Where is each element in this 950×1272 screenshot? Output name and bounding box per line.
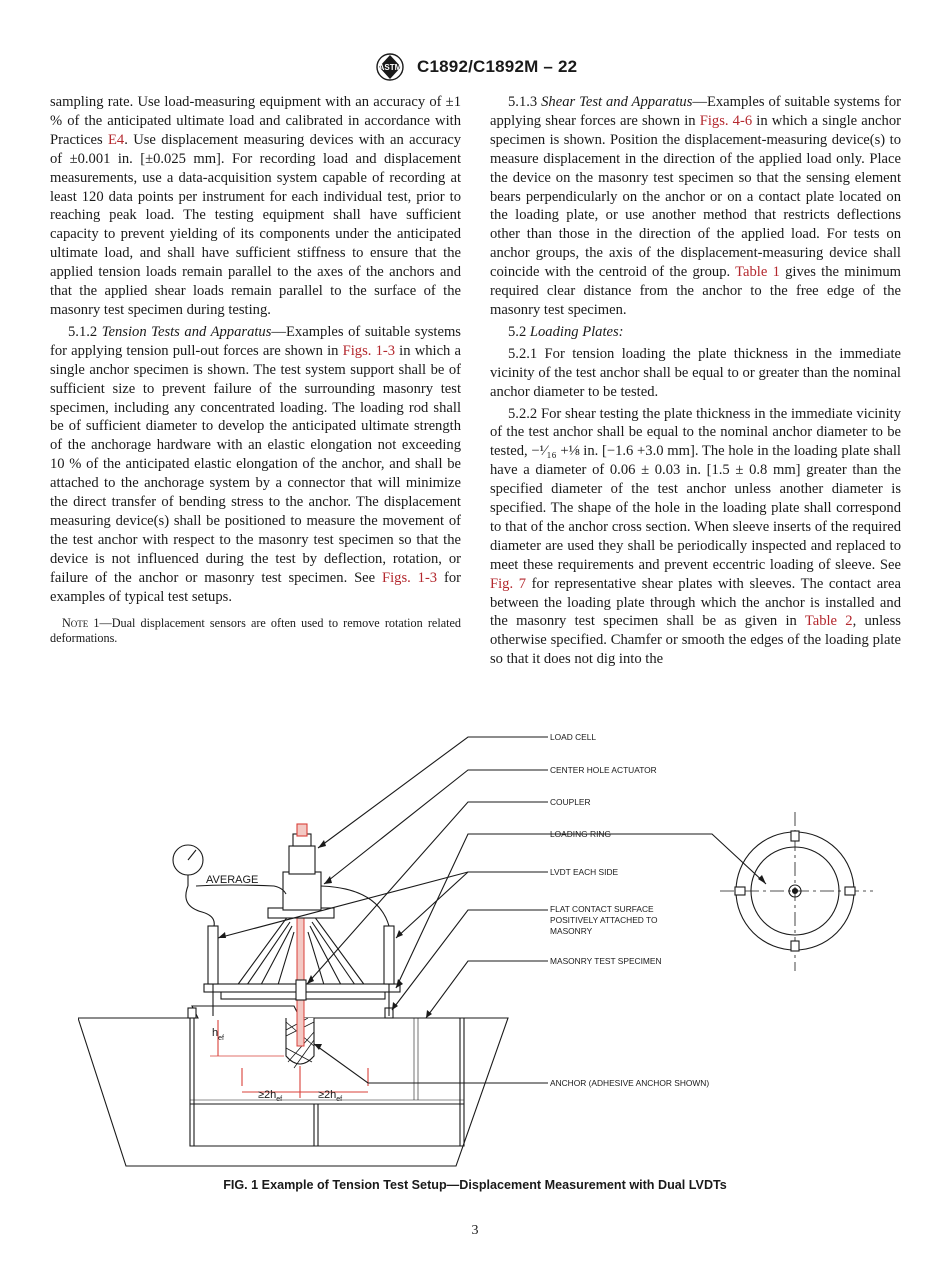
label-flat-contact-1: FLAT CONTACT SURFACE	[550, 904, 654, 914]
text-run: gives the minimum required clear distance from the anchor to the free edge of the masonry test specimen.	[490, 264, 901, 318]
label-masonry-test-specimen: MASONRY TEST SPECIMEN	[550, 956, 662, 966]
figure-caption: FIG. 1 Example of Tension Test Setup—Displacement Measurement with Dual LVDTs	[223, 1178, 727, 1192]
section-title: Loading Plates:	[529, 323, 624, 340]
label-loading-ring: LOADING RING	[550, 829, 611, 839]
paragraph-sampling-rate	[50, 93, 461, 320]
text-run: for representative shear plates with sleeves. The contact area between the loading plate through which the anchor is installed and the masonry test specimen shall be as given in	[490, 575, 901, 630]
section-number: 5.1.2	[68, 323, 102, 340]
right-column	[490, 93, 901, 672]
link-figs-1-3-second[interactable]: Figs. 1-3	[382, 569, 438, 586]
dist-left: ≥2h	[258, 1089, 277, 1101]
dist-right: ≥2h	[318, 1089, 337, 1101]
label-lvdt-each-side: LVDT EACH SIDE	[550, 867, 619, 877]
paragraph-5-2	[490, 323, 901, 342]
section-number: 5.2	[508, 323, 530, 340]
label-flat-contact-3: MASONRY	[550, 926, 593, 936]
paragraph-5-2-1: 5.2.1 For tension loading the plate thickness in the immediate vicinity of the test anchor shall be equal to or greater than the nominal anchor diameter to be tested.	[490, 345, 901, 400]
label-flat-contact-2: POSITIVELY ATTACHED TO	[550, 915, 658, 925]
lvdt-right	[384, 926, 394, 984]
link-table-1[interactable]: Table 1	[735, 264, 780, 281]
label-anchor: ANCHOR (ADHESIVE ANCHOR SHOWN)	[550, 1078, 710, 1088]
label-coupler: COUPLER	[550, 797, 591, 807]
note-label: Note 1	[62, 616, 100, 631]
coupler	[296, 980, 306, 1000]
text-run: sampling rate. Use load-measuring equipment with an accuracy of ±1 % of the anticipated ultimate load and calibrated in accordance with Practices	[50, 94, 461, 148]
link-table-2[interactable]: Table 2	[804, 613, 853, 630]
astm-logo	[371, 52, 409, 82]
note-1	[50, 616, 461, 646]
dist-right-sub: ef	[336, 1096, 343, 1103]
link-fig-7[interactable]: Fig. 7	[490, 575, 527, 592]
section-title: Tension Tests and Apparatus	[101, 323, 272, 340]
text-run: for examples of typical test setups.	[50, 569, 461, 605]
paragraph-5-2-2	[490, 405, 901, 670]
section-title: Shear Test and Apparatus	[541, 94, 693, 110]
hef-sub: ef	[218, 1035, 224, 1042]
paragraph-5-1-3	[490, 93, 901, 320]
center-hole-actuator	[283, 872, 321, 910]
hef-h: h	[212, 1027, 219, 1039]
label-load-cell: LOAD CELL	[550, 732, 597, 742]
label-center-hole-actuator: CENTER HOLE ACTUATOR	[550, 765, 657, 775]
link-practice-e4[interactable]: E4	[108, 131, 125, 148]
label-average: AVERAGE	[206, 874, 259, 886]
figure-1	[78, 726, 888, 1171]
tension-test-diagram	[78, 726, 888, 1171]
note-text: —Dual displacement sensors are often used to remove rotation related deformations.	[50, 616, 462, 646]
lvdt-left	[208, 926, 218, 984]
link-figs-4-6[interactable]: Figs. 4-6	[699, 112, 753, 129]
link-figs-1-3[interactable]: Figs. 1-3	[342, 342, 396, 359]
text-run: in which a single anchor specimen is shown. The test system support shall be of sufficient size to prevent failure of the surrounding masonry test specimen, including any concentrated loading. The loading rod shall be of sufficient diameter to develop the anticipated ultimate strength of the anchorage hardware with an elastic elongation not exceeding 10 % of the anticipated elastic elongation of the anchor, and shall be attached to the anchorage system by a connector that will minimize the direct transfer of bending stress to the anchor. The displacement measuring device(s) shall be positioned to measure the movement of the test anchor with respect to the masonry test specimen so that the device is not influenced during the test by deflection, rotation, or failure of the anchor or masonry test specimen. See	[50, 342, 461, 586]
document-designation: C1892/C1892M – 22	[417, 57, 578, 76]
page-header	[0, 52, 950, 82]
left-column	[50, 93, 461, 649]
text-run: , unless otherwise specified. Chamfer or smooth the edges of the loading plate so that it does not dig into the	[490, 613, 901, 668]
logo-text: ASTM	[378, 63, 402, 72]
text-run: —Examples of suitable systems for applying shear forces are shown in	[490, 94, 901, 129]
text-run: 5.2.2 For shear testing the plate thickness in the immediate vicinity of the test anchor shall be equal to the nominal anchor diameter to be tested, −¹⁄₁₆ +⅛ in. [−1.6 +3.0 mm]. The hole in the loading plate shall have a diameter of 0.06 ± 0.03 in. [1.5 ± 0.8 mm] greater than the specified diameter of the test anchor unless another diameter is specified. The shape of the hole in the loading plate shall correspond to that of the anchor cross section. When sleeve inserts of the required diameter are used they shall be periodically inspected and replaced to meet these requirements and prevent eccentric loading of sleeve. See	[490, 405, 901, 573]
section-number: 5.1.3	[508, 94, 542, 110]
text-run: in which a single anchor specimen is shown. Position the displacement-measuring device(s) to measure displacement in the direction of the applied load only. Place the device on the masonry test specimen so that the sensing element bears perpendicularly on the anchor or on a contact plate located on the loading plate, or use another method that restricts deflections other than those in the direction of the applied load. For tests on anchor groups, the axis of the displacement-measuring device shall coincide with the centroid of the group.	[490, 112, 901, 281]
page-number: 3	[471, 1223, 479, 1238]
load-cell	[289, 846, 315, 874]
text-run: —Examples of suitable systems for applying tension pull-out forces are shown in	[50, 323, 461, 359]
paragraph-5-1-2	[50, 323, 461, 607]
dist-left-sub: ef	[276, 1096, 283, 1103]
text-run: . Use displacement measuring devices with an accuracy of ±0.001 in. [±0.025 mm]. For recording load and displacement measurements, use a data-acquisition system capable of recording at least 120 data points per instrument for each individual test, prior to reaching peak load. The testing equipment shall have sufficient capacity to prevent yielding of its components under the anticipated ultimate load, and shall have sufficient stiffness to ensure that the applied tension loads remain parallel to the axes of the anchors and that the applied shear loads remain parallel to the surface of the masonry test specimen during testing.	[50, 131, 461, 318]
